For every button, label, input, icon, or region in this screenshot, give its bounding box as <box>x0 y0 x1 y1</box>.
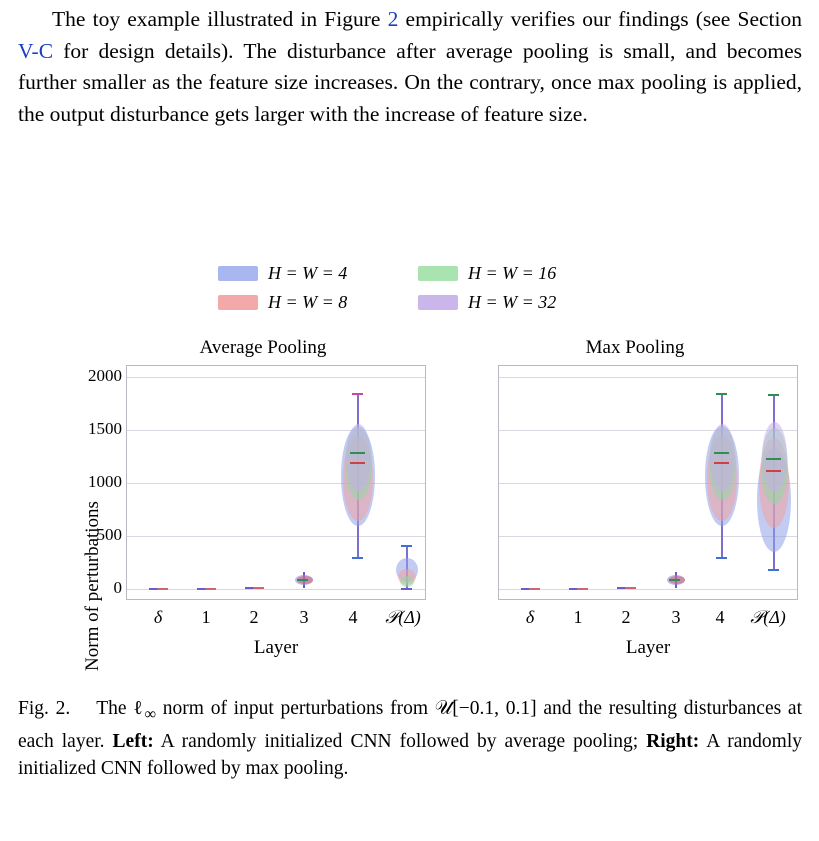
figure-2 <box>0 245 819 675</box>
legend-item-0 <box>218 263 418 283</box>
mark-layer4-median <box>350 462 365 464</box>
legend-swatch-icon <box>418 266 458 281</box>
x-tick-1: 1 <box>201 607 211 627</box>
legend-swatch-icon <box>218 295 258 310</box>
mark-layer4-violin-32 <box>710 424 735 492</box>
mark-layer2 <box>253 587 264 589</box>
mark-layer4-median <box>714 452 729 454</box>
x-tick-3: 3 <box>671 607 681 627</box>
x-tick-3: 3 <box>299 607 309 627</box>
caption-text-4: A randomly initialized CNN followed by max pooling. <box>18 730 802 779</box>
mark-pdelta-violin-32 <box>762 422 787 492</box>
figure-caption <box>18 695 802 782</box>
section-reference-link[interactable]: V-C <box>18 38 54 63</box>
x-tick-4: 4 <box>715 607 725 627</box>
gridline-2000 <box>499 377 797 378</box>
y-tick-500: 500 <box>96 525 122 544</box>
legend-label-1: H = W = 16 <box>468 262 557 283</box>
mark-layer2 <box>625 587 636 589</box>
body-paragraph <box>18 4 802 130</box>
y-axis-title: Norm of perturbations <box>82 501 103 671</box>
x-tick-delta: δ <box>525 607 535 627</box>
panel-title-left: Average Pooling <box>199 337 327 358</box>
panel-max-pooling <box>470 337 800 657</box>
gridline-1000 <box>127 483 425 484</box>
mark-pdelta-median <box>766 470 781 472</box>
caption-text-3: A randomly initialized CNN followed by average pooling; <box>153 730 647 752</box>
legend-label-0: H = W = 4 <box>268 262 348 283</box>
y-tick-1000: 1000 <box>88 472 122 491</box>
y-tick-0: 0 <box>113 578 122 597</box>
legend-label-2: H = W = 8 <box>268 291 348 312</box>
legend-swatch-icon <box>218 266 258 281</box>
mark-layer3-cap <box>297 579 308 581</box>
x-axis-title-left: Layer <box>253 637 299 658</box>
legend-item-3 <box>418 292 618 312</box>
mark-layer4-cap-bottom <box>352 557 363 559</box>
mark-pdelta-cap-top <box>401 545 412 547</box>
plot-area-right <box>498 365 798 600</box>
legend-item-2 <box>218 292 418 312</box>
x-tick-4: 4 <box>348 607 358 627</box>
y-tick-2000: 2000 <box>88 366 122 385</box>
caption-text-1: The ℓ <box>96 698 145 719</box>
legend-label-3: H = W = 32 <box>468 291 557 312</box>
x-tick-2: 2 <box>621 607 631 627</box>
mark-layer1 <box>205 588 216 590</box>
gridline-0 <box>127 589 425 590</box>
legend-swatch-icon <box>418 295 458 310</box>
paragraph-part-1: The toy example illustrated in Figure <box>52 7 388 31</box>
mark-pdelta-cap-bottom <box>768 569 779 571</box>
legend-item-1 <box>418 263 618 283</box>
mark-layer3-cap <box>669 579 680 581</box>
gridline-1000 <box>499 483 797 484</box>
x-axis-title-right: Layer <box>625 637 671 658</box>
mark-pdelta-median <box>766 458 781 460</box>
x-tick-1: 1 <box>573 607 583 627</box>
mark-pdelta-violin-16 <box>400 576 414 587</box>
mark-layer4-median <box>350 452 365 454</box>
mark-delta <box>529 588 540 590</box>
mark-layer4-cap-top <box>352 393 363 395</box>
figure-legend <box>218 263 638 312</box>
paragraph-part-3: for design details). The disturbance after average pooling is small, and becomes further smaller as the feature size increases. On the contrary, once max pooling is applied, the output disturbance gets larger with the increase of feature size. <box>18 38 802 126</box>
panel-title-right: Max Pooling <box>585 337 685 358</box>
gridline-1500 <box>499 430 797 431</box>
x-tick-2: 2 <box>249 607 259 627</box>
caption-bold-left: Left: <box>112 730 154 752</box>
caption-subscript: ∞ <box>144 704 157 723</box>
x-tick-delta: δ <box>153 607 163 627</box>
gridline-500 <box>499 536 797 537</box>
mark-pdelta-cap-bottom <box>401 588 412 590</box>
mark-pdelta-cap-top <box>768 394 779 396</box>
x-tick-pdelta: 𝒫(Δ) <box>385 607 421 627</box>
gridline-2000 <box>127 377 425 378</box>
y-tick-1500: 1500 <box>88 419 122 438</box>
x-tick-pdelta: 𝒫(Δ) <box>750 607 786 627</box>
gridline-500 <box>127 536 425 537</box>
mark-layer4-cap-bottom <box>716 557 727 559</box>
mark-layer1 <box>577 588 588 590</box>
mark-layer4-cap-top <box>716 393 727 395</box>
plot-area-left <box>126 365 426 600</box>
caption-number: Fig. 2. <box>18 698 71 719</box>
figure-reference-link[interactable]: 2 <box>387 7 399 31</box>
caption-text-2: norm of input perturbations from 𝒰[−0.1, 0.1] and the resulting disturbances at each layer. <box>18 698 802 752</box>
gridline-0 <box>499 589 797 590</box>
caption-bold-right: Right: <box>646 730 700 752</box>
mark-delta <box>157 588 168 590</box>
paragraph-part-2: empirically verifies our findings (see Section <box>398 7 803 31</box>
mark-layer4-violin-32 <box>346 424 371 492</box>
gridline-1500 <box>127 430 425 431</box>
mark-layer4-median <box>714 462 729 464</box>
